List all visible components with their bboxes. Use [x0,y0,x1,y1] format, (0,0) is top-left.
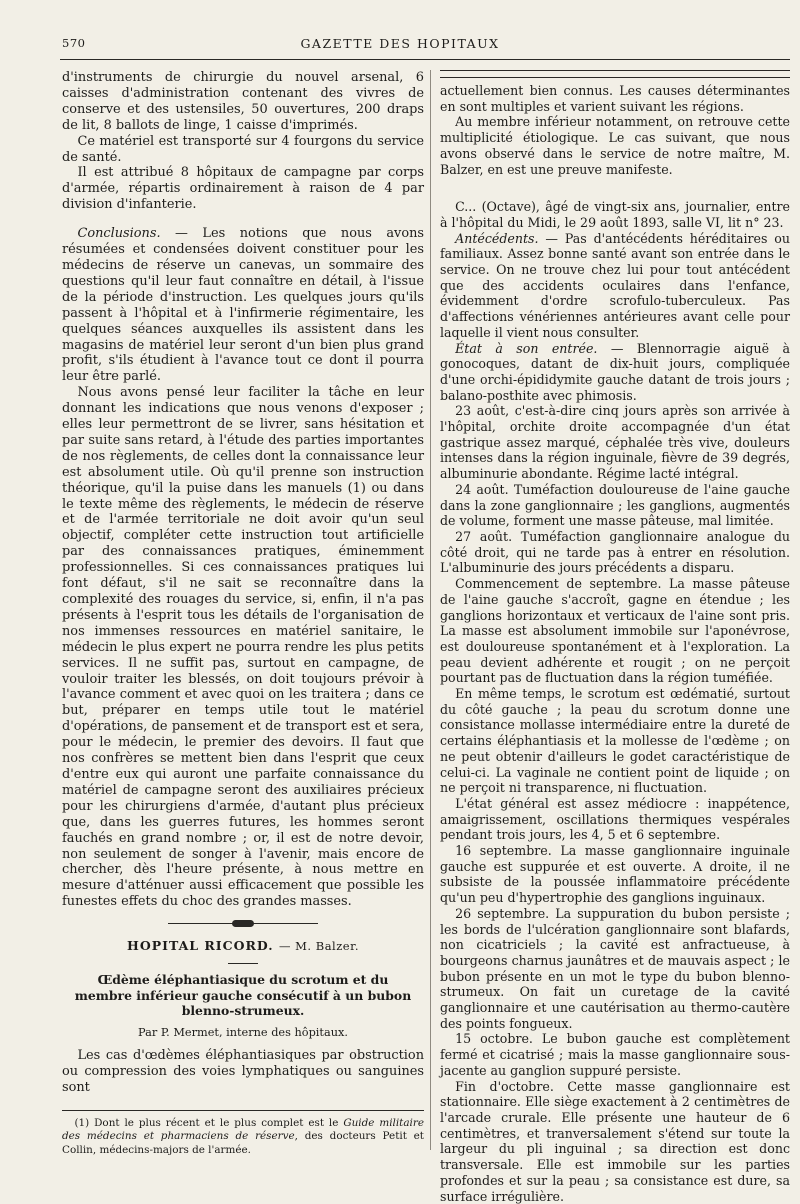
paragraph-lead: Conclusions. [77,226,161,242]
paragraph: actuellement bien connus. Les causes déterminantes en sont multiples et varient suivant les régions. [440,83,790,114]
paragraph: Les cas d'œdèmes éléphantiasiques par obstruction ou compression des voies lymphatiques ou sanguines sont [62,1048,424,1096]
paragraph: Au membre inférieur notamment, on retrouve cette multiplicité étiologique. Le cas suivant, que nous avons observé dans le service de notre maître, M. Balzer, en est une preuve manifeste. [440,114,790,177]
paragraph: 15 octobre. Le bubon gauche est complètement fermé et cicatrisé ; mais la masse ganglionnaire sous-jacente au ganglion suppuré persiste. [440,1031,790,1078]
column-divider [430,70,431,1150]
paragraph-lead: Antécédents. [455,230,539,246]
paragraph: Il est attribué 8 hôpitaux de campagne par corps d'armée, répartis ordinairement à raison de 4 par division d'infanterie. [62,165,424,213]
paragraph: L'état général est assez médiocre : inappétence, amaigrissement, oscillations thermiques vespérales pendant trois jours, les 4, 5 et 6 septembre. [440,795,790,843]
paragraph-body: — Blennorragie aiguë à gonocoques, datant de dix-huit jours, compliquée d'une orchi-épididymite gauche datant de trois jours ; balano-posthite avec phimosis. [440,340,790,403]
paragraph: En même temps, le scrotum est œdématié, surtout du côté gauche ; la peau du scrotum donne une consistance mollasse intermédiaire entre la dureté de certains éléphantiasis et la mollesse de l'œdème ; on ne peut obtenir d'ailleurs le godet caractéristique de celui-ci. La vaginale ne contient point de liquide ; on ne perçoit ni transparence, ni fluctuation. [440,686,790,796]
paragraph: 23 août, c'est-à-dire cinq jours après son arrivée à l'hôpital, orchite droite accompagnée d'un état gastrique assez marqué, céphalée très vive, douleurs intenses dans la région inguinale, fièvre de 39 degrés, albuminurie abondante. Régime lacté intégral. [440,403,790,482]
paragraph: Fin d'octobre. Cette masse ganglionnaire est stationnaire. Elle siège exactement à 2 centimètres de l'arcade crurale. Elle présente une hauteur de 6 centimètres, et tranversalement s'étend sur toute la largeur du pli inguinal ; sa direction est donc transversale. Elle est immobile sur les parties profondes et sur la peau ; sa consistance est dure, sa surface irrégulière. [440,1078,790,1204]
paragraph: Ce matériel est transporté sur 4 fourgons du service de santé. [62,133,424,165]
header-rule [60,59,790,60]
paragraph: Nous avons pensé leur faciliter la tâche en leur donnant les indications que nous venons d'exposer ; elles leur permettront de se livrer, sans hésitation et par suite sans retard, à l'étude des parties importantes de nos règlements, de celles dont la connaissance leur est absolument utile. Où qu'il prenne son instruction théorique, qu'il la puise dans les manuels (1) ou dans le texte même des règlements, le médecin de réserve et de l'armée territoriale ne doit avoir qu'un seul objectif, compléter cette instruction tout artificielle par des connaissances pratiques, éminemment professionnelles. Si ces connaissances pratiques lui font défaut, s'il ne sait se reconnaître dans la complexité des rouages du service, si, enfin, il n'a pas présents à l'esprit tous les détails de l'organisation de nos immenses ressources en matériel sanitaire, le médecin le plus expert ne pourra rendre les plus petits services. Il ne suffit pas, surtout en campagne, de vouloir traiter les blessés, on doit toujours prévoir à l'avance comment et avec quoi on les traitera ; dans ce but, préparer en temps utile tout le matériel d'opérations, de pansement et de transport est et sera, pour le médecin, le premier des devoirs. Il faut que nos confrères se mettent bien dans l'esprit que ceux d'entre eux qui auront une parfaite connaissance du matériel de campagne seront des auxiliaires précieux pour les chirurgiens d'armée, d'autant plus précieux que, dans les guerres futures, les hommes seront fauchés en grand nombre ; or, il est de notre devoir, non seulement de songer à l'avenir, mais encore de chercher, dès l'heure présente, à nous mettre en mesure d'atténuer aussi efficacement que possible les funestes effets du choc des grandes masses. [62,385,424,910]
section-heading: HOPITAL RICORD. [127,938,274,954]
author-line: Par P. Mermet, interne des hôpitaux. [138,1025,348,1039]
footnote-title: Guide militaire des médecins et pharmaciens de réserve [62,1117,424,1143]
divider [228,963,258,964]
column-top-rule [440,70,790,78]
paragraph: C... (Octave), âgé de vingt-six ans, journalier, entre à l'hôpital du Midi, le 29 août 1893, salle VI, lit n° 23. [440,199,790,230]
antecedents-paragraph [440,231,790,341]
paragraph: d'instruments de chirurgie du nouvel arsenal, 6 caisses d'administration contenant des vivres de conserve et des ustensiles, 50 ouvertures, 200 draps de lit, 8 ballots de linge, 1 caisse d'imprimés. [62,70,424,133]
case-title: Œdème éléphantiasique du scrotum et du membre inférieur gauche consécutif à un bubon blenno-strumeux. [74,972,412,1019]
paragraph: 26 septembre. La suppuration du bubon persiste ; les bords de l'ulcération ganglionnaire sont blafards, non cicatriciels ; la cavité est anfractueuse, à bourgeons charnus jaunâtres et de mauvais aspect ; le bubon présente en un mot le type du bubon blenno-strumeux. On fait un curetage de la cavité ganglionnaire et une cautérisation au thermo-cautère des points fongueux. [440,905,790,1031]
running-title: GAZETTE DES HOPITAUX [300,36,500,51]
footnote-lead: (1) Dont le plus récent et le plus complet est le [74,1117,344,1130]
page-number: 570 [62,36,86,50]
paragraph: 24 août. Tuméfaction douloureuse de l'aine gauche dans la zone ganglionnaire ; les ganglions, augmentés de volume, forment une masse pâteuse, mal limitée. [440,481,790,529]
footnote [62,1117,424,1157]
paragraph: 16 septembre. La masse ganglionnaire inguinale gauche est suppurée et est ouverte. A droite, il ne subsiste de la poussée inflammatoire précédente qu'un peu d'hypertrophie des ganglions inguinaux. [440,843,790,906]
paragraph-lead: État à son entrée. [455,340,598,356]
paragraph-body: — Pas d'antécédents héréditaires ou familiaux. Assez bonne santé avant son entrée dans le service. On ne trouve chez lui pour tout antécédent que des accidents oculaires dans l'enfance, évidemment d'ordre scrofulo-tuberculeux. Pas d'affections vénériennes antérieures avant celle pour laquelle il vient nous consulter. [440,230,790,340]
paragraph: Commencement de septembre. La masse pâteuse de l'aine gauche s'accroît, gagne en étendue ; les ganglions horizontaux et verticaux de l'aine sont pris. La masse est absolument immobile sur l'aponévrose, est douloureuse spontanément et à l'exploration. La peau devient adhérente et rougit ; on ne perçoit pourtant pas de fluctuation dans la région tuméfiée. [440,576,790,686]
right-column [440,70,790,1204]
paragraph: 27 août. Tuméfaction ganglionnaire analogue du côté droit, qui ne tarde pas à entrer en résolution. L'albuminurie des jours précédents a disparu. [440,528,790,576]
state-paragraph [440,341,790,404]
paragraph-body: — Les notions que nous avons résumées et condensées doivent constituer pour les médecins de réserve un canevas, un sommaire des questions qu'il leur faut connaître en détail, à l'issue de la période d'instruction. Les quelques jours qu'ils passent à l'hôpital et à l'infirmerie régimentaire, les quelques séances auxquelles ils assistent dans les magasins de matériel leur seront d'un bien plus grand profit, s'ils étudient à l'avance tout ce dont il pourra leur être parlé. [62,226,424,385]
conclusions-paragraph [62,226,424,385]
section-person: — M. Balzer. [279,939,359,954]
section-ornament [168,920,318,928]
footnote-tail: , des docteurs Petit et Collin, médecins-majors de l'armée. [62,1130,424,1156]
footnote-rule [62,1110,424,1111]
section-title [62,938,424,955]
left-column [62,70,424,1157]
